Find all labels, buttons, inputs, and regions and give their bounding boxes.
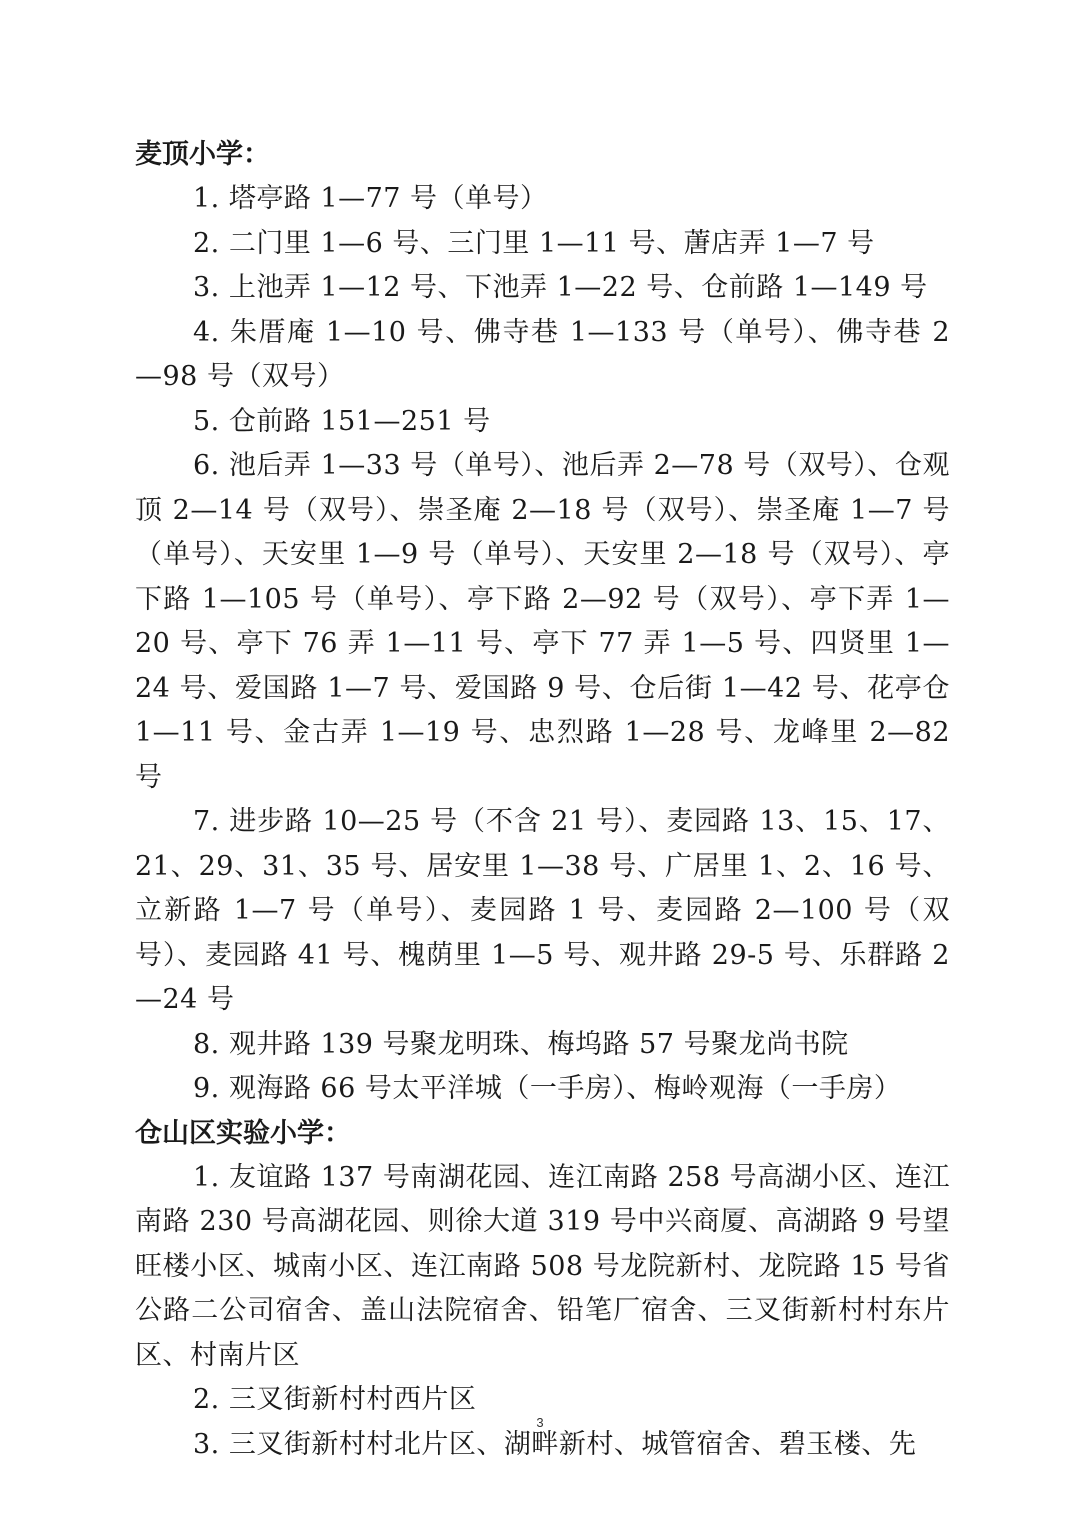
section-heading: 仓山区实验小学：	[135, 1117, 351, 1149]
page-number: 3	[536, 1415, 544, 1430]
list-item: 3. 三叉街新村村北片区、湖畔新村、城管宿舍、碧玉楼、先	[193, 1428, 917, 1460]
list-item: 1. 友谊路 137 号南湖花园、连江南路 258 号高湖小区、连江南路 230 号高湖花园、则徐大道 319 号中兴商厦、高湖路 9 号望旺楼小区、城南小区、连江南路 508 号龙院新村、龙院路 15 号省公路二公司宿舍、盖山法院宿舍、铅笔厂宿舍、三叉街新村村东片区、村南片区	[135, 1161, 950, 1371]
document-page	[135, 133, 950, 1467]
list-item: 6. 池后弄 1—33 号（单号）、池后弄 2—78 号（双号）、仓观顶 2—14 号（双号）、崇圣庵 2—18 号（双号）、崇圣庵 1—7 号（单号）、天安里 1—9 号（单号）、天安里 2—18 号（双号）、亭下路 1—105 号（单号）、亭下路 2—92 号（双号）、亭下弄 1—20 号、亭下 76 弄 1—11 号、亭下 77 弄 1—5 号、四贤里 1—24 号、爱国路 1—7 号、爱国路 9 号、仓后街 1—42 号、花亭仓 1—11 号、金古弄 1—19 号、忠烈路 1—28 号、龙峰里 2—82 号	[135, 450, 950, 793]
list-item: 4. 朱厝庵 1—10 号、佛寺巷 1—133 号（单号）、佛寺巷 2—98 号（双号）	[135, 316, 950, 392]
section-heading: 麦顶小学：	[135, 139, 270, 170]
section-maiding-primary	[135, 133, 950, 1112]
list-item: 3. 上池弄 1—12 号、下池弄 1—22 号、仓前路 1—149 号	[193, 272, 928, 303]
list-item: 1. 塔亭路 1—77 号（单号）	[193, 183, 548, 214]
list-item: 5. 仓前路 151—251 号	[193, 405, 491, 437]
list-item: 7. 进步路 10—25 号（不含 21 号）、麦园路 13、15、17、21、29、31、35 号、居安里 1—38 号、广居里 1、2、16 号、立新路 1—7 号（单号）、麦园路 1 号、麦园路 2—100 号（双号）、麦园路 41 号、槐荫里 1—5 号、观井路 29-5 号、乐群路 2—24 号	[135, 806, 950, 1015]
list-item: 2. 二门里 1—6 号、三门里 1—11 号、蓎店弄 1—7 号	[193, 227, 875, 259]
section-cangshan-experimental-primary	[135, 1112, 950, 1468]
list-item: 2. 三叉街新村村西片区	[193, 1384, 477, 1415]
list-item: 8. 观井路 139 号聚龙明珠、梅坞路 57 号聚龙尚书院	[193, 1028, 849, 1060]
list-item: 9. 观海路 66 号太平洋城（一手房）、梅岭观海（一手房）	[193, 1073, 902, 1104]
